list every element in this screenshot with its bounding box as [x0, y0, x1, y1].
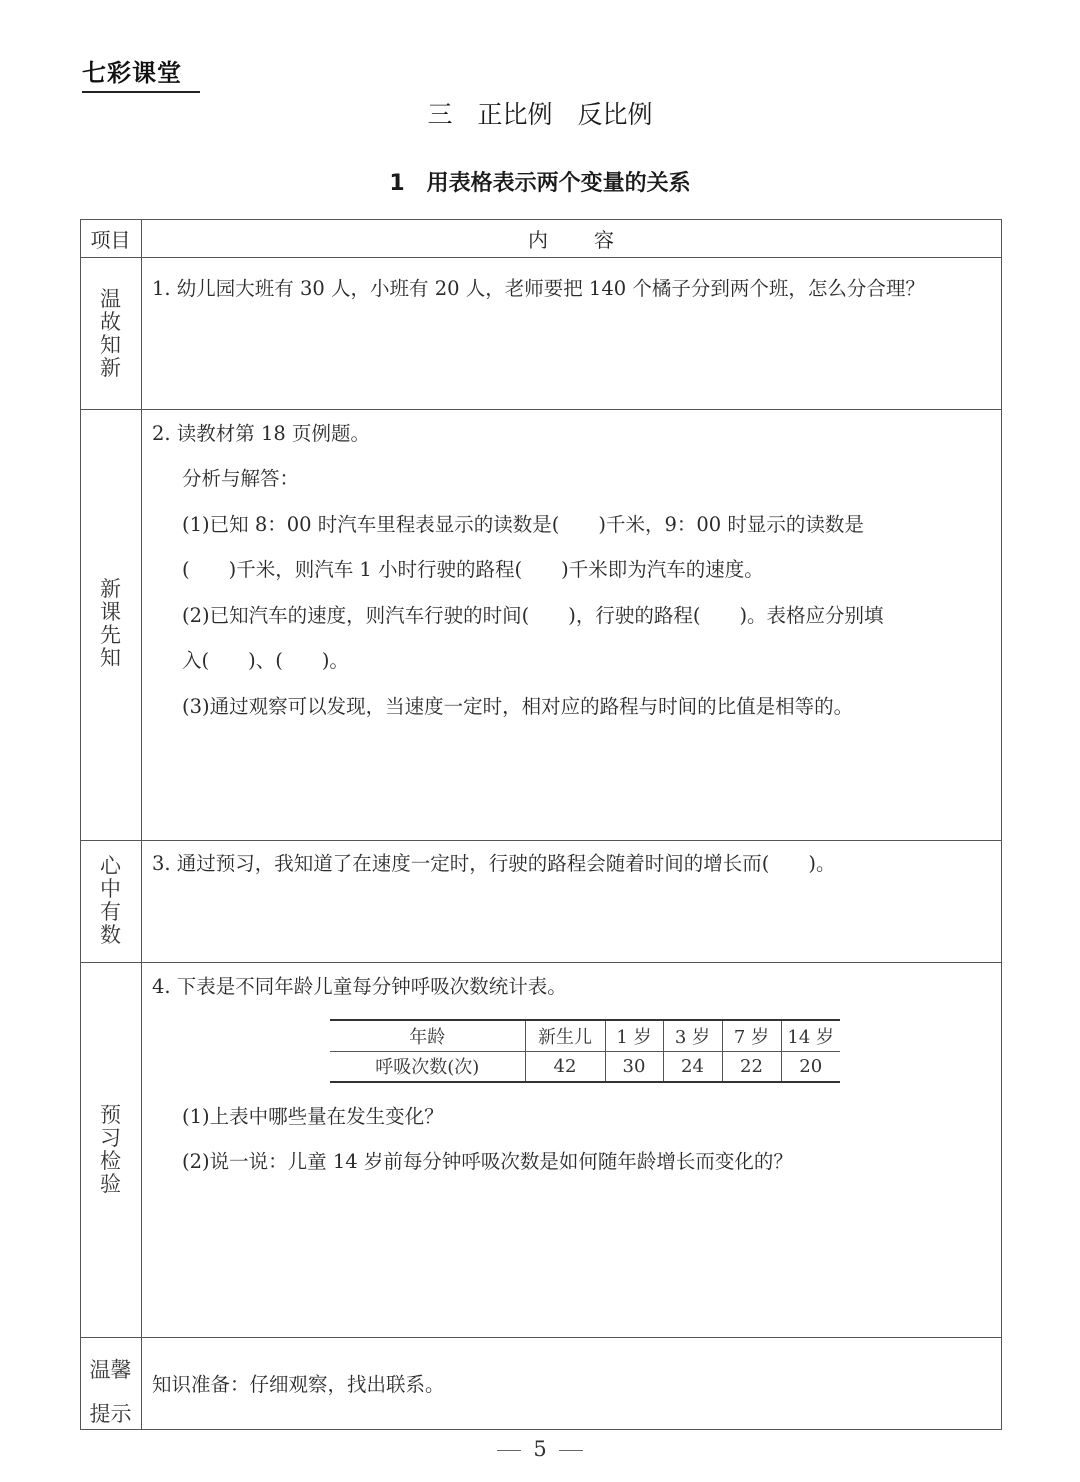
table-cell: 24 — [663, 1051, 722, 1082]
table-cell: 7 岁 — [722, 1020, 781, 1051]
column-header-content: 内 容 — [528, 228, 616, 252]
lesson-title: 1 用表格表示两个变量的关系 — [389, 171, 691, 196]
breathing-rate-table — [330, 1019, 840, 1083]
question-3: 3. 通过预习，我知道了在速度一定时，行驶的路程会随着时间的增长而( )。 — [152, 852, 836, 875]
row-divider — [80, 1337, 1002, 1338]
table-row — [330, 1020, 840, 1051]
row-divider — [80, 409, 1002, 410]
logo-underline — [82, 91, 200, 93]
question-2-part-2-line-1: (2)已知汽车的速度，则汽车行驶的时间( )，行驶的路程( )。表格应分别填 — [182, 604, 884, 627]
page-number-value: 5 — [533, 1437, 547, 1461]
table-cell: 22 — [722, 1051, 781, 1082]
row-label-check: 预 习 检 验 — [100, 1103, 121, 1196]
table-row — [330, 1051, 840, 1082]
column-divider — [141, 219, 142, 1430]
row-label-understanding: 心 中 有 数 — [100, 854, 121, 947]
question-2-part-2-line-2: 入( )、( )。 — [182, 649, 349, 672]
question-2-part-1-line-1: (1)已知 8：00 时汽车里程表显示的读数是( )千米，9：00 时显示的读数是 — [182, 513, 864, 536]
page-number-dash — [497, 1450, 521, 1451]
table-cell: 30 — [605, 1051, 663, 1082]
table-cell: 14 岁 — [781, 1020, 840, 1051]
row-divider — [80, 840, 1002, 841]
question-2-part-3: (3)通过观察可以发现，当速度一定时，相对应的路程与时间的比值是相等的。 — [182, 695, 854, 718]
analysis-intro: 分析与解答： — [182, 467, 300, 490]
table-cell: 1 岁 — [605, 1020, 663, 1051]
question-2: 2. 读教材第 18 页例题。 — [152, 422, 371, 445]
question-2-part-1-line-2: ( )千米，则汽车 1 小时行驶的路程( )千米即为汽车的速度。 — [182, 558, 764, 581]
question-1: 1. 幼儿园大班有 30 人，小班有 20 人，老师要把 140 个橘子分到两个班，怎么分合理？ — [152, 277, 925, 300]
table-cell: 年龄 — [330, 1020, 525, 1051]
question-4: 4. 下表是不同年龄儿童每分钟呼吸次数统计表。 — [152, 975, 567, 998]
table-cell: 42 — [525, 1051, 605, 1082]
question-4-part-2: (2)说一说：儿童 14 岁前每分钟呼吸次数是如何随年龄增长而变化的？ — [182, 1150, 793, 1173]
logo-text: 七彩课堂 — [82, 59, 182, 87]
question-4-part-1: (1)上表中哪些量在发生变化？ — [182, 1105, 444, 1128]
table-cell: 20 — [781, 1051, 840, 1082]
row-label-review: 温 故 知 新 — [100, 287, 121, 380]
row-divider — [80, 962, 1002, 963]
page-number-dash — [559, 1450, 583, 1451]
publisher-logo — [82, 58, 202, 96]
worksheet-table — [80, 219, 1002, 1430]
table-cell: 呼吸次数(次) — [375, 1057, 480, 1079]
column-header-item: 项目 — [90, 228, 131, 252]
row-label-preview: 新 课 先 知 — [100, 577, 121, 670]
table-cell: 3 岁 — [663, 1020, 722, 1051]
tip-text: 知识准备：仔细观察，找出联系。 — [152, 1373, 445, 1396]
row-label-tip: 温馨 提示 — [89, 1358, 132, 1426]
table-cell: 新生儿 — [525, 1020, 605, 1051]
page-number — [0, 1434, 1080, 1464]
chapter-title: 三 正比例 反比例 — [427, 100, 653, 129]
